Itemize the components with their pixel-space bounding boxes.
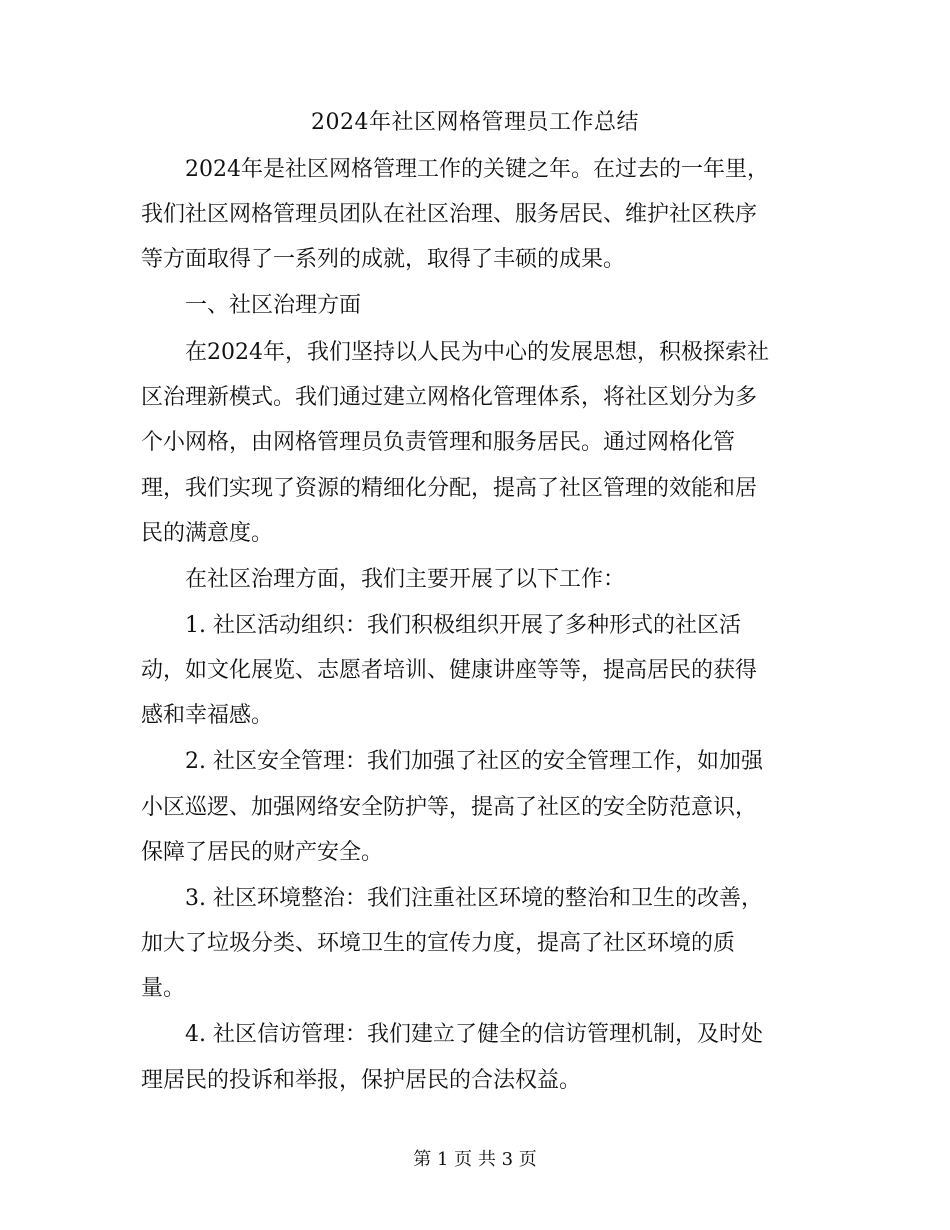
paragraph-line: 在社区治理方面，我们主要开展了以下工作： bbox=[185, 567, 626, 592]
list-item-line: 感和幸福感。 bbox=[141, 703, 274, 728]
page-footer: 第 1 页 共 3 页 bbox=[413, 1149, 537, 1170]
list-item-line: 1. 社区活动组织：我们积极组织开展了多种形式的社区活 bbox=[185, 613, 741, 638]
list-item-line: 量。 bbox=[141, 976, 186, 1001]
paragraph-line: 我们社区网格管理员团队在社区治理、服务居民、维护社区秩序 bbox=[141, 202, 758, 227]
list-item-line: 加大了垃圾分类、环境卫生的宣传力度，提高了社区环境的质 bbox=[141, 931, 736, 956]
list-item-line: 保障了居民的财产安全。 bbox=[141, 840, 384, 865]
section-heading: 一、社区治理方面 bbox=[185, 293, 362, 318]
list-item-line: 2. 社区安全管理：我们加强了社区的安全管理工作，如加强 bbox=[185, 749, 763, 774]
list-item-line: 3. 社区环境整治：我们注重社区环境的整治和卫生的改善， bbox=[185, 886, 763, 911]
paragraph-line: 2024年是社区网格管理工作的关键之年。在过去的一年里， bbox=[185, 157, 769, 182]
paragraph-line: 在2024年，我们坚持以人民为中心的发展思想，积极探索社 bbox=[185, 340, 769, 365]
list-item-line: 4. 社区信访管理：我们建立了健全的信访管理机制，及时处 bbox=[185, 1022, 763, 1047]
paragraph-line: 理，我们实现了资源的精细化分配，提高了社区管理的效能和居 bbox=[141, 476, 758, 501]
paragraph-line: 区治理新模式。我们通过建立网格化管理体系，将社区划分为多 bbox=[141, 385, 758, 410]
paragraph-line: 民的满意度。 bbox=[141, 521, 274, 546]
document-title: 2024年社区网格管理员工作总结 bbox=[311, 110, 639, 135]
list-item-line: 理居民的投诉和举报，保护居民的合法权益。 bbox=[141, 1068, 582, 1093]
list-item-line: 小区巡逻、加强网络安全防护等，提高了社区的安全防范意识， bbox=[141, 795, 758, 820]
paragraph-line: 个小网格，由网格管理员负责管理和服务居民。通过网格化管 bbox=[141, 430, 736, 455]
paragraph-line: 等方面取得了一系列的成就，取得了丰硕的成果。 bbox=[141, 247, 626, 272]
list-item-line: 动，如文化展览、志愿者培训、健康讲座等等，提高居民的获得 bbox=[141, 658, 758, 683]
